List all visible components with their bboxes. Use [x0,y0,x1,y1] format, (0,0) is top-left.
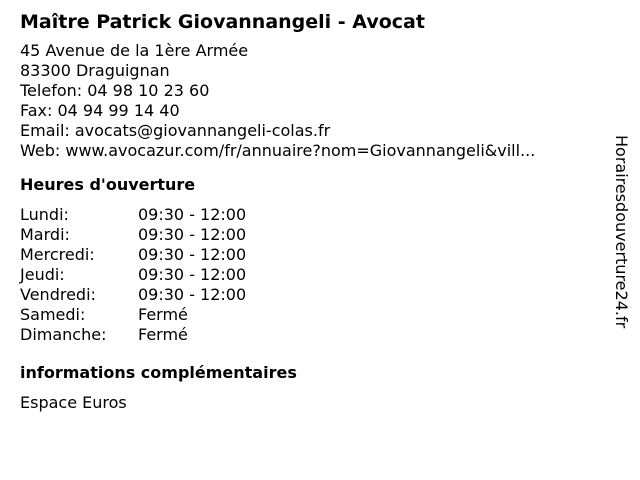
day-label: Samedi: [20,305,86,324]
brand-watermark: Horairesdouverture24.fr [612,135,631,329]
hours-row-monday [20,205,600,225]
opening-hours-heading: Heures d'ouverture [20,175,196,194]
time-value: 09:30 - 12:00 [138,245,247,264]
hours-row-thursday [20,265,600,285]
address-city: 83300 Draguignan [20,61,170,80]
day-label: Lundi: [20,205,69,224]
time-value: 09:30 - 12:00 [138,225,247,244]
time-value: 09:30 - 12:00 [138,265,247,284]
additional-info-heading: informations complémentaires [20,363,297,382]
opening-hours-table [20,205,600,345]
additional-info-text: Espace Euros [20,393,127,412]
page-title: Maître Patrick Giovannangeli - Avocat [20,11,425,33]
hours-row-saturday [20,305,600,325]
day-label: Vendredi: [20,285,96,304]
time-value: Fermé [138,325,188,344]
fax-number: Fax: 04 94 99 14 40 [20,101,180,120]
day-label: Mercredi: [20,245,95,264]
email-address: Email: avocats@giovannangeli-colas.fr [20,121,331,140]
hours-row-sunday [20,325,600,345]
contact-info [20,41,600,161]
time-value: Fermé [138,305,188,324]
address-street: 45 Avenue de la 1ère Armée [20,41,249,60]
business-card [20,10,600,413]
hours-row-friday [20,285,600,305]
phone-number: Telefon: 04 98 10 23 60 [20,81,210,100]
day-label: Dimanche: [20,325,107,344]
time-value: 09:30 - 12:00 [138,205,247,224]
website-url: Web: www.avocazur.com/fr/annuaire?nom=Giovannangeli&vill... [20,141,536,160]
day-label: Jeudi: [20,265,65,284]
hours-row-tuesday [20,225,600,245]
day-label: Mardi: [20,225,70,244]
time-value: 09:30 - 12:00 [138,285,247,304]
hours-row-wednesday [20,245,600,265]
